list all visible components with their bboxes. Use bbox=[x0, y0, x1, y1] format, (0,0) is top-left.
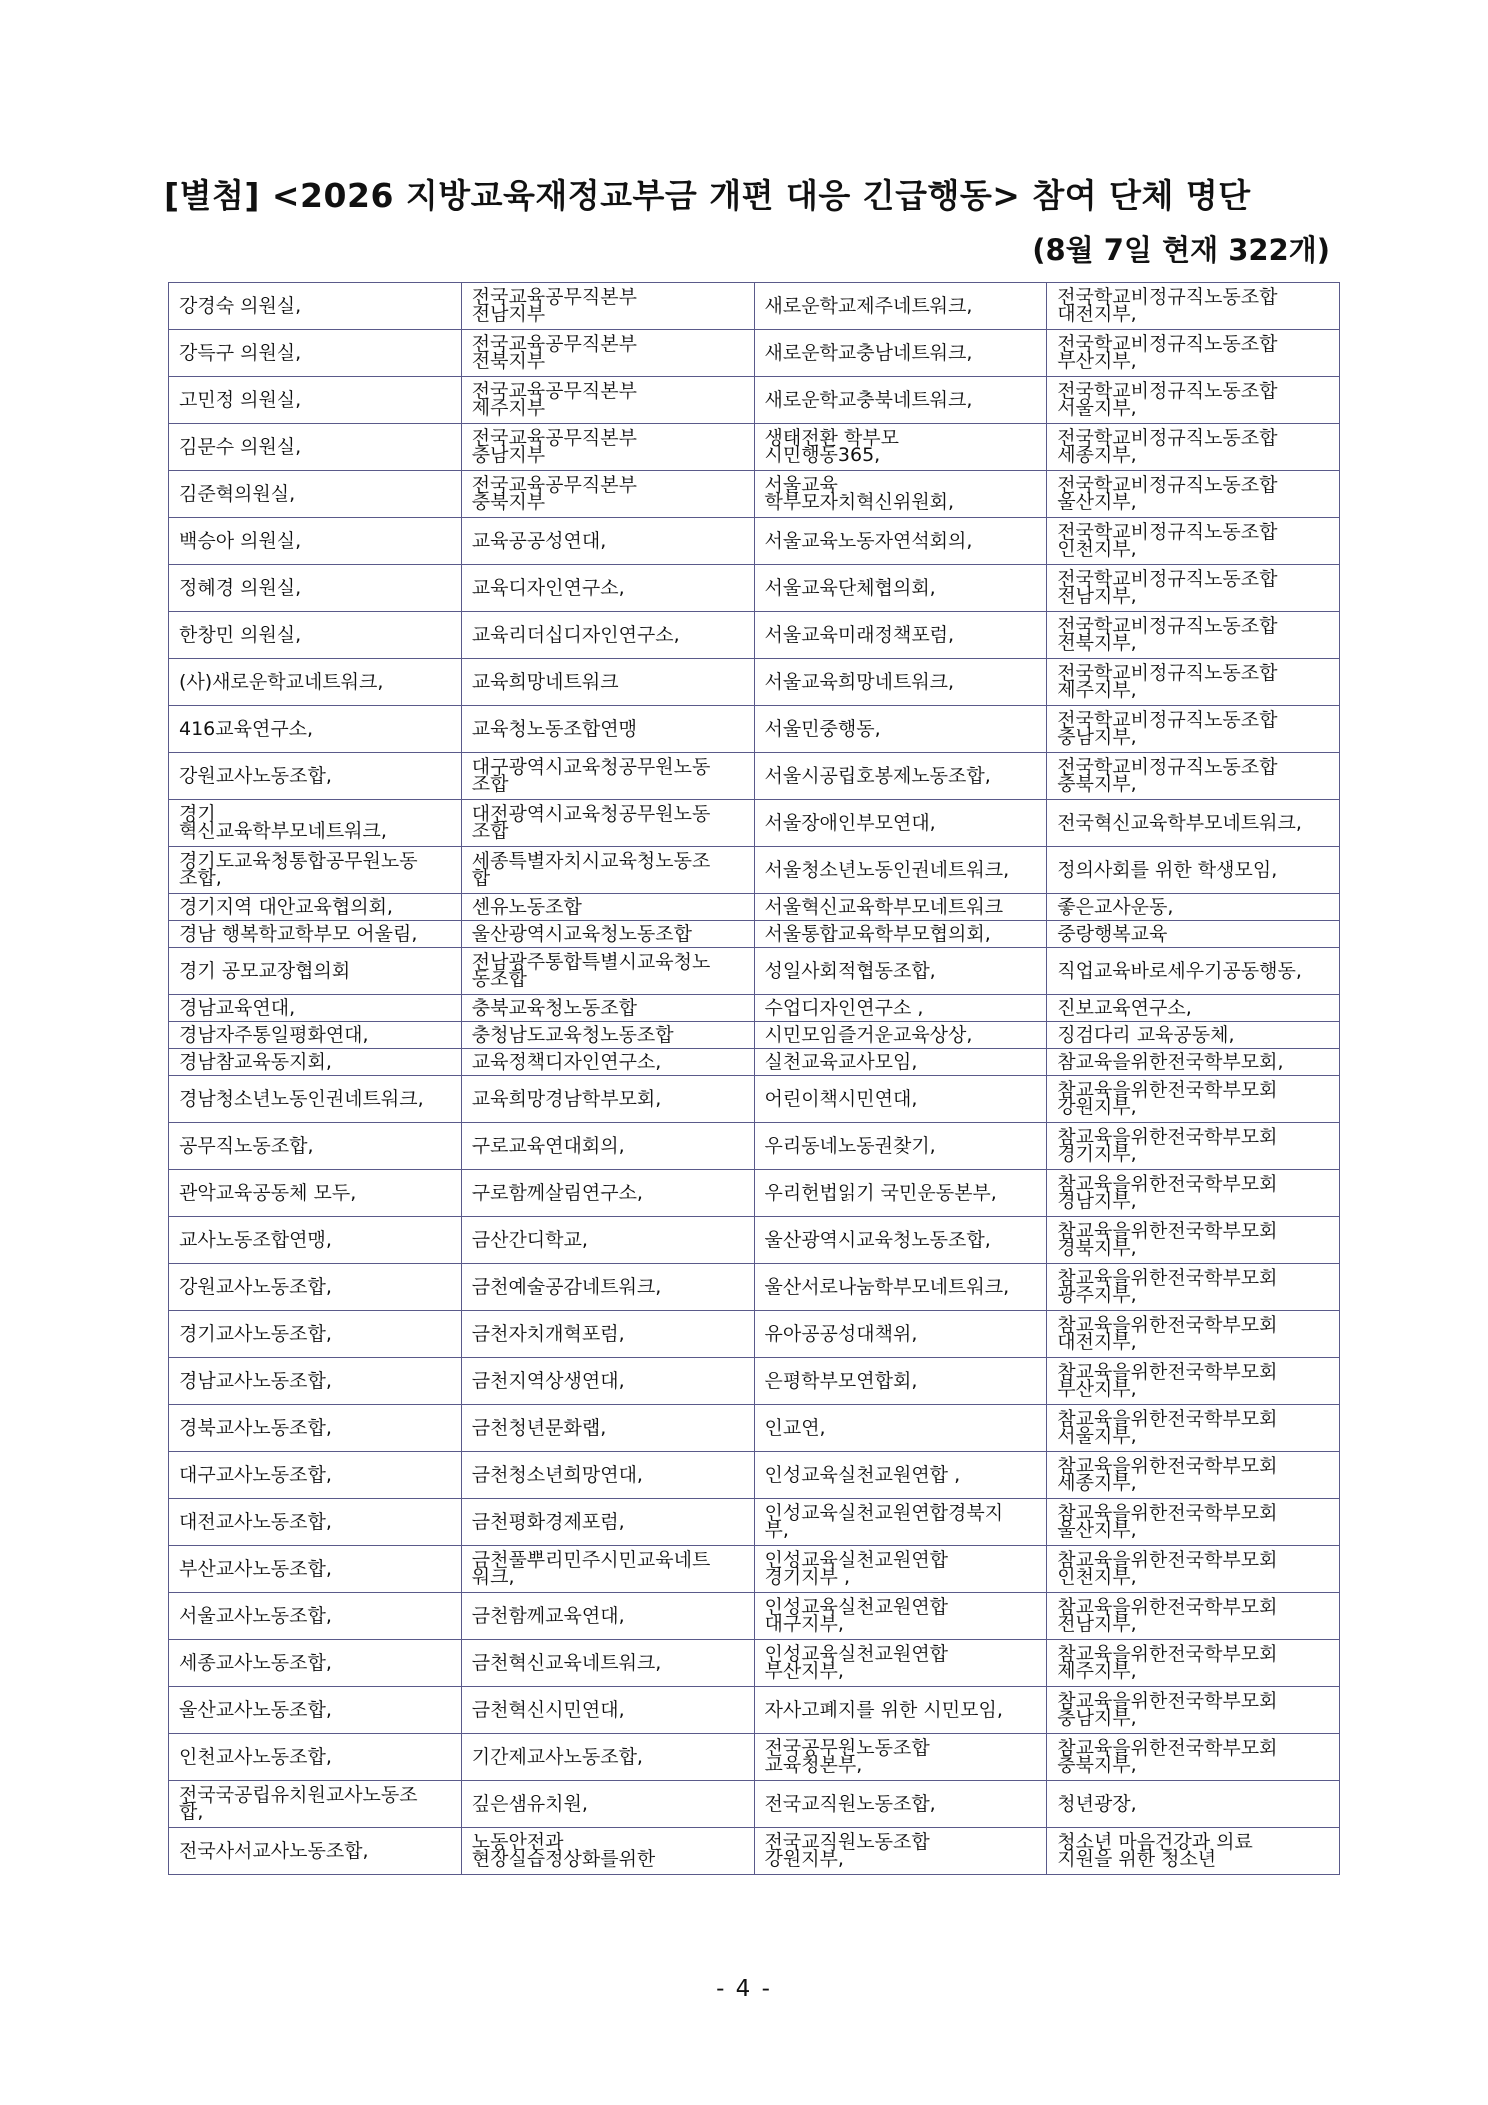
organization-cell: 김준혁의원실, bbox=[169, 471, 462, 518]
table-row bbox=[169, 1022, 1340, 1049]
organization-cell: 전남광주통합특별시교육청노 동조합 bbox=[461, 948, 754, 995]
organization-cell: 경기 공모교장협의회 bbox=[169, 948, 462, 995]
table-row bbox=[169, 921, 1340, 948]
page-subtitle: (8월 7일 현재 322개) bbox=[1032, 233, 1330, 267]
page-number: - 4 - bbox=[716, 1976, 772, 2002]
organization-cell: 강원교사노동조합, bbox=[169, 753, 462, 800]
page-title: [별첨] <2026 지방교육재정교부금 개편 대응 긴급행동> 참여 단체 명단 bbox=[164, 176, 1251, 215]
organization-cell: 교육정책디자인연구소, bbox=[461, 1049, 754, 1076]
organization-cell: 백승아 의원실, bbox=[169, 518, 462, 565]
organization-cell: 서울통합교육학부모협의회, bbox=[754, 921, 1047, 948]
organization-cell: 인성교육실천교원연합경북지 부, bbox=[754, 1499, 1047, 1546]
organization-cell: 직업교육바로세우기공동행동, bbox=[1047, 948, 1340, 995]
organization-cell: 센유노동조합 bbox=[461, 894, 754, 921]
organization-cell: 전국공무원노동조합 교육청본부, bbox=[754, 1734, 1047, 1781]
table-row bbox=[169, 659, 1340, 706]
table-row bbox=[169, 1264, 1340, 1311]
organization-cell: 교육디자인연구소, bbox=[461, 565, 754, 612]
table-row bbox=[169, 1499, 1340, 1546]
table-row bbox=[169, 1170, 1340, 1217]
organization-cell: 청소년 마음건강과 의료 지원을 위한 청소년 bbox=[1047, 1828, 1340, 1875]
organization-cell: 서울교육노동자연석회의, bbox=[754, 518, 1047, 565]
table-row bbox=[169, 424, 1340, 471]
organization-cell: 대구광역시교육청공무원노동 조합 bbox=[461, 753, 754, 800]
organization-cell: 울산광역시교육청노동조합, bbox=[754, 1217, 1047, 1264]
organization-cell: 자사고폐지를 위한 시민모임, bbox=[754, 1687, 1047, 1734]
organization-cell: 참교육을위한전국학부모회 울산지부, bbox=[1047, 1499, 1340, 1546]
organization-cell: 전국교육공무직본부 전남지부 bbox=[461, 283, 754, 330]
organization-cell: 참교육을위한전국학부모회 인천지부, bbox=[1047, 1546, 1340, 1593]
organization-cell: 참교육을위한전국학부모회 부산지부, bbox=[1047, 1358, 1340, 1405]
organization-cell: 경남청소년노동인권네트워크, bbox=[169, 1076, 462, 1123]
organization-cell: 전국혁신교육학부모네트워크, bbox=[1047, 800, 1340, 847]
organization-cell: 충북교육청노동조합 bbox=[461, 995, 754, 1022]
organization-cell: 인성교육실천교원연합 대구지부, bbox=[754, 1593, 1047, 1640]
organization-cell: 기간제교사노동조합, bbox=[461, 1734, 754, 1781]
organization-cell: 전국학교비정규직노동조합 전북지부, bbox=[1047, 612, 1340, 659]
organization-cell: 참교육을위한전국학부모회 경북지부, bbox=[1047, 1217, 1340, 1264]
organization-cell: 전국교직원노동조합, bbox=[754, 1781, 1047, 1828]
organization-cell: 교사노동조합연맹, bbox=[169, 1217, 462, 1264]
organization-cell: 금천풀뿌리민주시민교육네트 워크, bbox=[461, 1546, 754, 1593]
organization-cell: 416교육연구소, bbox=[169, 706, 462, 753]
organization-cell: 구로함께살림연구소, bbox=[461, 1170, 754, 1217]
organization-cell: 참교육을위한전국학부모회 세종지부, bbox=[1047, 1452, 1340, 1499]
organization-cell: 노동안전과 현장실습정상화를위한 bbox=[461, 1828, 754, 1875]
organization-table bbox=[168, 282, 1340, 1875]
organization-cell: (사)새로운학교네트워크, bbox=[169, 659, 462, 706]
organization-cell: 새로운학교충북네트워크, bbox=[754, 377, 1047, 424]
table-row bbox=[169, 1546, 1340, 1593]
organization-cell: 김문수 의원실, bbox=[169, 424, 462, 471]
organization-cell: 공무직노동조합, bbox=[169, 1123, 462, 1170]
organization-cell: 전국학교비정규직노동조합 충북지부, bbox=[1047, 753, 1340, 800]
organization-cell: 새로운학교제주네트워크, bbox=[754, 283, 1047, 330]
organization-cell: 세종교사노동조합, bbox=[169, 1640, 462, 1687]
organization-cell: 관악교육공동체 모두, bbox=[169, 1170, 462, 1217]
organization-cell: 실천교육교사모임, bbox=[754, 1049, 1047, 1076]
organization-cell: 징검다리 교육공동체, bbox=[1047, 1022, 1340, 1049]
organization-cell: 서울교육 학부모자치혁신위원회, bbox=[754, 471, 1047, 518]
organization-cell: 우리헌법읽기 국민운동본부, bbox=[754, 1170, 1047, 1217]
organization-cell: 경기지역 대안교육협의회, bbox=[169, 894, 462, 921]
organization-cell: 고민정 의원실, bbox=[169, 377, 462, 424]
organization-cell: 대전교사노동조합, bbox=[169, 1499, 462, 1546]
organization-cell: 참교육을위한전국학부모회 충남지부, bbox=[1047, 1687, 1340, 1734]
organization-cell: 금천혁신교육네트워크, bbox=[461, 1640, 754, 1687]
organization-cell: 전국학교비정규직노동조합 전남지부, bbox=[1047, 565, 1340, 612]
organization-cell: 교육희망경남학부모회, bbox=[461, 1076, 754, 1123]
organization-cell: 금천함께교육연대, bbox=[461, 1593, 754, 1640]
organization-cell: 좋은교사운동, bbox=[1047, 894, 1340, 921]
organization-cell: 참교육을위한전국학부모회 경기지부, bbox=[1047, 1123, 1340, 1170]
table-row bbox=[169, 753, 1340, 800]
table-row bbox=[169, 948, 1340, 995]
organization-cell: 경남교육연대, bbox=[169, 995, 462, 1022]
table-row bbox=[169, 1781, 1340, 1828]
organization-cell: 강원교사노동조합, bbox=[169, 1264, 462, 1311]
organization-cell: 서울교육단체협의회, bbox=[754, 565, 1047, 612]
organization-cell: 세종특별자치시교육청노동조 합 bbox=[461, 847, 754, 894]
table-row bbox=[169, 377, 1340, 424]
organization-cell: 생태전환 학부모 시민행동365, bbox=[754, 424, 1047, 471]
organization-cell: 대구교사노동조합, bbox=[169, 1452, 462, 1499]
organization-cell: 인교연, bbox=[754, 1405, 1047, 1452]
table-row bbox=[169, 995, 1340, 1022]
table-row bbox=[169, 1049, 1340, 1076]
organization-cell: 인천교사노동조합, bbox=[169, 1734, 462, 1781]
table-row bbox=[169, 1076, 1340, 1123]
organization-cell: 경북교사노동조합, bbox=[169, 1405, 462, 1452]
organization-cell: 참교육을위한전국학부모회 전남지부, bbox=[1047, 1593, 1340, 1640]
organization-cell: 구로교육연대회의, bbox=[461, 1123, 754, 1170]
organization-cell: 깊은샘유치원, bbox=[461, 1781, 754, 1828]
organization-cell: 인성교육실천교원연합 , bbox=[754, 1452, 1047, 1499]
organization-cell: 서울시공립호봉제노동조합, bbox=[754, 753, 1047, 800]
organization-cell: 금천혁신시민연대, bbox=[461, 1687, 754, 1734]
organization-cell: 금천청소년희망연대, bbox=[461, 1452, 754, 1499]
organization-cell: 전국교육공무직본부 전북지부 bbox=[461, 330, 754, 377]
organization-cell: 금천지역상생연대, bbox=[461, 1358, 754, 1405]
organization-cell: 정혜경 의원실, bbox=[169, 565, 462, 612]
organization-cell: 전국학교비정규직노동조합 대전지부, bbox=[1047, 283, 1340, 330]
organization-cell: 전국교육공무직본부 충남지부 bbox=[461, 424, 754, 471]
organization-cell: 참교육을위한전국학부모회, bbox=[1047, 1049, 1340, 1076]
organization-cell: 한창민 의원실, bbox=[169, 612, 462, 659]
table-row bbox=[169, 565, 1340, 612]
organization-cell: 교육청노동조합연맹 bbox=[461, 706, 754, 753]
organization-cell: 전국학교비정규직노동조합 인천지부, bbox=[1047, 518, 1340, 565]
organization-cell: 경남교사노동조합, bbox=[169, 1358, 462, 1405]
organization-cell: 인성교육실천교원연합 부산지부, bbox=[754, 1640, 1047, 1687]
table-row bbox=[169, 800, 1340, 847]
organization-cell: 전국사서교사노동조합, bbox=[169, 1828, 462, 1875]
table-row bbox=[169, 1828, 1340, 1875]
organization-cell: 전국학교비정규직노동조합 충남지부, bbox=[1047, 706, 1340, 753]
organization-cell: 참교육을위한전국학부모회 서울지부, bbox=[1047, 1405, 1340, 1452]
organization-cell: 강득구 의원실, bbox=[169, 330, 462, 377]
organization-cell: 금천평화경제포럼, bbox=[461, 1499, 754, 1546]
organization-cell: 은평학부모연합회, bbox=[754, 1358, 1047, 1405]
organization-cell: 서울교사노동조합, bbox=[169, 1593, 462, 1640]
table-row bbox=[169, 847, 1340, 894]
organization-cell: 경남 행복학교학부모 어울림, bbox=[169, 921, 462, 948]
organization-cell: 경기교사노동조합, bbox=[169, 1311, 462, 1358]
organization-cell: 수업디자인연구소 , bbox=[754, 995, 1047, 1022]
organization-cell: 전국교직원노동조합 강원지부, bbox=[754, 1828, 1047, 1875]
table-row bbox=[169, 706, 1340, 753]
table-row bbox=[169, 1640, 1340, 1687]
organization-cell: 참교육을위한전국학부모회 경남지부, bbox=[1047, 1170, 1340, 1217]
table-row bbox=[169, 894, 1340, 921]
organization-cell: 서울민중행동, bbox=[754, 706, 1047, 753]
organization-cell: 유아공공성대책위, bbox=[754, 1311, 1047, 1358]
organization-cell: 강경숙 의원실, bbox=[169, 283, 462, 330]
organization-cell: 전국교육공무직본부 제주지부 bbox=[461, 377, 754, 424]
organization-cell: 금천자치개혁포럼, bbox=[461, 1311, 754, 1358]
organization-cell: 참교육을위한전국학부모회 광주지부, bbox=[1047, 1264, 1340, 1311]
organization-cell: 정의사회를 위한 학생모임, bbox=[1047, 847, 1340, 894]
organization-cell: 전국교육공무직본부 충북지부 bbox=[461, 471, 754, 518]
organization-cell: 중랑행복교육 bbox=[1047, 921, 1340, 948]
organization-cell: 울산서로나눔학부모네트워크, bbox=[754, 1264, 1047, 1311]
organization-cell: 서울청소년노동인권네트워크, bbox=[754, 847, 1047, 894]
organization-cell: 진보교육연구소, bbox=[1047, 995, 1340, 1022]
organization-cell: 인성교육실천교원연합 경기지부 , bbox=[754, 1546, 1047, 1593]
organization-cell: 전국국공립유치원교사노동조 합, bbox=[169, 1781, 462, 1828]
organization-cell: 교육공공성연대, bbox=[461, 518, 754, 565]
table-row bbox=[169, 1311, 1340, 1358]
organization-cell: 경기도교육청통합공무원노동 조합, bbox=[169, 847, 462, 894]
table-row bbox=[169, 1452, 1340, 1499]
organization-cell: 경기 혁신교육학부모네트워크, bbox=[169, 800, 462, 847]
organization-cell: 부산교사노동조합, bbox=[169, 1546, 462, 1593]
organization-cell: 참교육을위한전국학부모회 제주지부, bbox=[1047, 1640, 1340, 1687]
organization-cell: 참교육을위한전국학부모회 대전지부, bbox=[1047, 1311, 1340, 1358]
organization-cell: 울산교사노동조합, bbox=[169, 1687, 462, 1734]
table-row bbox=[169, 283, 1340, 330]
organization-cell: 어린이책시민연대, bbox=[754, 1076, 1047, 1123]
table-row bbox=[169, 518, 1340, 565]
organization-cell: 전국학교비정규직노동조합 울산지부, bbox=[1047, 471, 1340, 518]
table-row bbox=[169, 1123, 1340, 1170]
table-row bbox=[169, 1593, 1340, 1640]
organization-cell: 금천청년문화랩, bbox=[461, 1405, 754, 1452]
table-row bbox=[169, 612, 1340, 659]
organization-cell: 전국학교비정규직노동조합 제주지부, bbox=[1047, 659, 1340, 706]
table-row bbox=[169, 1217, 1340, 1264]
organization-cell: 참교육을위한전국학부모회 충북지부, bbox=[1047, 1734, 1340, 1781]
organization-cell: 교육희망네트워크 bbox=[461, 659, 754, 706]
organization-cell: 참교육을위한전국학부모회 강원지부, bbox=[1047, 1076, 1340, 1123]
table-row bbox=[169, 471, 1340, 518]
organization-cell: 서울교육미래정책포럼, bbox=[754, 612, 1047, 659]
table-row bbox=[169, 1687, 1340, 1734]
organization-cell: 대전광역시교육청공무원노동 조합 bbox=[461, 800, 754, 847]
organization-cell: 전국학교비정규직노동조합 부산지부, bbox=[1047, 330, 1340, 377]
organization-cell: 경남자주통일평화연대, bbox=[169, 1022, 462, 1049]
organization-cell: 우리동네노동권찾기, bbox=[754, 1123, 1047, 1170]
organization-cell: 시민모임즐거운교육상상, bbox=[754, 1022, 1047, 1049]
organization-cell: 금천예술공감네트워크, bbox=[461, 1264, 754, 1311]
organization-cell: 서울교육희망네트워크, bbox=[754, 659, 1047, 706]
organization-cell: 교육리더십디자인연구소, bbox=[461, 612, 754, 659]
organization-cell: 경남참교육동지회, bbox=[169, 1049, 462, 1076]
organization-cell: 성일사회적협동조합, bbox=[754, 948, 1047, 995]
organization-cell: 서울혁신교육학부모네트워크 bbox=[754, 894, 1047, 921]
organization-cell: 새로운학교충남네트워크, bbox=[754, 330, 1047, 377]
organization-cell: 서울장애인부모연대, bbox=[754, 800, 1047, 847]
table-row bbox=[169, 1358, 1340, 1405]
organization-cell: 청년광장, bbox=[1047, 1781, 1340, 1828]
table-row bbox=[169, 1734, 1340, 1781]
organization-cell: 전국학교비정규직노동조합 세종지부, bbox=[1047, 424, 1340, 471]
organization-table-body bbox=[169, 283, 1340, 1875]
organization-cell: 금산간디학교, bbox=[461, 1217, 754, 1264]
table-row bbox=[169, 1405, 1340, 1452]
organization-cell: 전국학교비정규직노동조합 서울지부, bbox=[1047, 377, 1340, 424]
table-row bbox=[169, 330, 1340, 377]
organization-cell: 울산광역시교육청노동조합 bbox=[461, 921, 754, 948]
organization-cell: 충청남도교육청노동조합 bbox=[461, 1022, 754, 1049]
